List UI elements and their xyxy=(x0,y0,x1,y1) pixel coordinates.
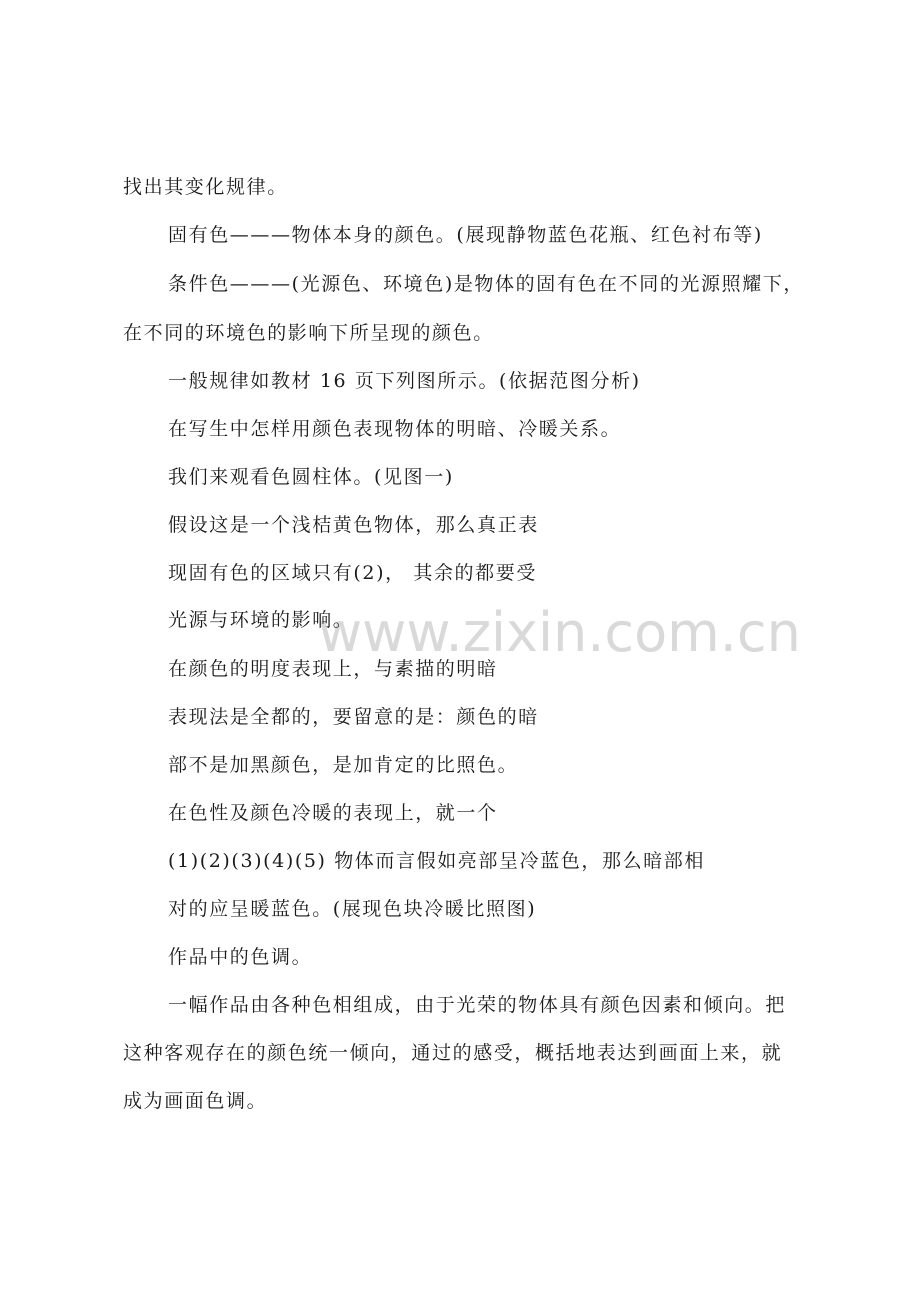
paragraph-line: 在不同的环境色的影响下所呈现的颜色。 xyxy=(123,322,494,344)
paragraph-line: 光源与环境的影响。 xyxy=(168,609,354,631)
paragraph-line: 部不是加黑颜色，是加肯定的比照色。 xyxy=(168,754,519,776)
paragraph-line: (1)(2)(3)(4)(5) 物体而言假如亮部呈冷蓝色，那么暗部相 xyxy=(168,850,706,872)
paragraph-line: 条件色———(光源色、环境色)是物体的固有色在不同的光源照耀下， xyxy=(168,273,805,295)
paragraph-line: 一般规律如教材 16 页下列图所示。(依据范图分析) xyxy=(168,370,641,392)
watermark: www.zixin.com.cn xyxy=(318,601,801,664)
paragraph-line: 成为画面色调。 xyxy=(123,1090,268,1112)
paragraph-line: 假设这是一个浅桔黄色物体，那么真正表 xyxy=(168,514,539,536)
paragraph-line: 现固有色的区域只有(2)， 其余的都要受 xyxy=(168,562,537,584)
paragraph-line: 在写生中怎样用颜色表现物体的明暗、冷暖关系。 xyxy=(168,418,622,440)
paragraph-line: 对的应呈暖蓝色。(展现色块冷暖比照图) xyxy=(168,898,537,920)
paragraph-line: 这种客观存在的颜色统一倾向，通过的感受，概括地表达到画面上来，就 xyxy=(123,1042,783,1064)
paragraph-line: 在颜色的明度表现上，与素描的明暗 xyxy=(168,658,498,680)
paragraph-line: 找出其变化规律。 xyxy=(123,176,288,198)
paragraph-line: 表现法是全都的，要留意的是：颜色的暗 xyxy=(168,706,539,728)
paragraph-line: 一幅作品由各种色相组成，由于光荣的物体具有颜色因素和倾向。把 xyxy=(168,994,787,1016)
paragraph-line: 在色性及颜色冷暖的表现上，就一个 xyxy=(168,802,498,824)
paragraph-line: 作品中的色调。 xyxy=(168,946,313,968)
paragraph-line: 我们来观看色圆柱体。(见图一) xyxy=(168,466,454,488)
paragraph-line: 固有色———物体本身的颜色。(展现静物蓝色花瓶、红色衬布等) xyxy=(168,224,763,246)
